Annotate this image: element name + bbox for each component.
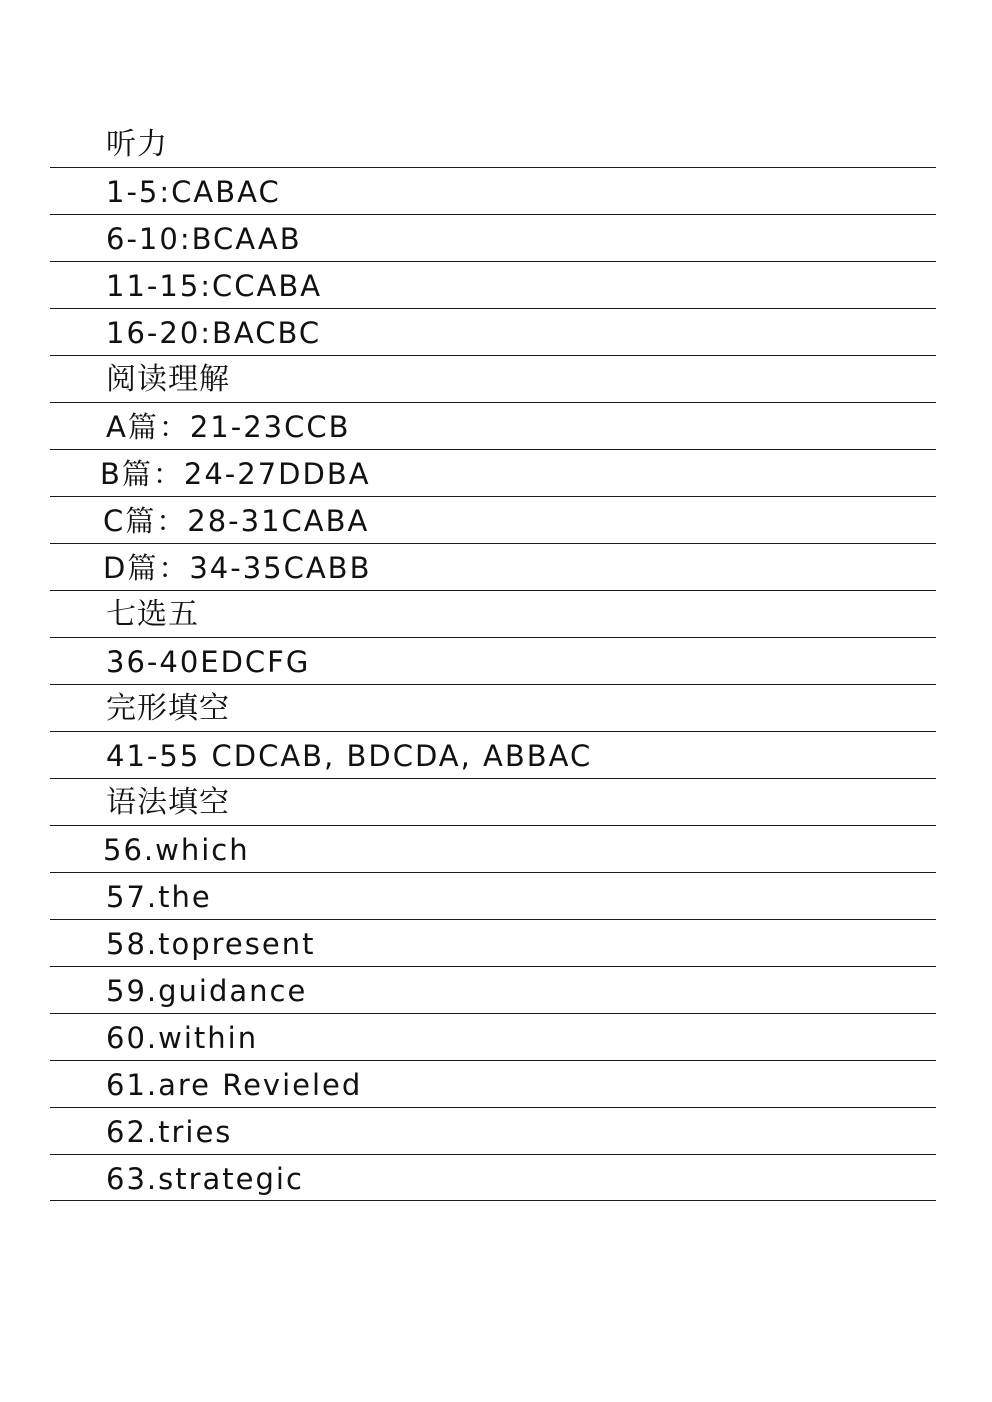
ruled-line [50, 731, 936, 732]
ruled-line [50, 1154, 936, 1155]
answer-row: 16-20:BACBC [106, 316, 322, 350]
answer-row: 11-15:CCABA [106, 269, 323, 303]
ruled-line [50, 966, 936, 967]
ruled-line [50, 1013, 936, 1014]
ruled-line [50, 402, 936, 403]
ruled-line [50, 637, 936, 638]
answer-row: 6-10:BCAAB [106, 222, 302, 256]
answer-row: 41-55 CDCAB, BDCDA, ABBAC [106, 739, 593, 773]
answer-row: D篇：34-35CABB [103, 551, 372, 585]
ruled-line [50, 684, 936, 685]
answer-row: C篇：28-31CABA [103, 504, 370, 538]
ruled-line [50, 496, 936, 497]
ruled-line [50, 261, 936, 262]
ruled-line [50, 1107, 936, 1108]
ruled-line [50, 167, 936, 168]
ruled-line [50, 449, 936, 450]
answer-row: 63.strategic [106, 1162, 304, 1196]
ruled-line [50, 308, 936, 309]
ruled-line [50, 214, 936, 215]
ruled-line [50, 543, 936, 544]
answer-row: 56.which [103, 833, 250, 867]
answer-row: 61.are Revieled [106, 1068, 363, 1102]
answer-row: 1-5:CABAC [106, 175, 281, 209]
ruled-line [50, 1060, 936, 1061]
section-heading-reading: 阅读理解 [106, 362, 230, 397]
section-heading-cloze: 完形填空 [106, 691, 230, 726]
answer-row: 60.within [106, 1021, 259, 1055]
ruled-line [50, 1200, 936, 1201]
section-heading-grammar: 语法填空 [106, 785, 230, 820]
ruled-line [50, 355, 936, 356]
answer-row: 62.tries [106, 1115, 233, 1149]
answer-row: B篇：24-27DDBA [100, 457, 371, 491]
ruled-line [50, 825, 936, 826]
answer-row: A篇：21-23CCB [106, 410, 351, 444]
ruled-line [50, 590, 936, 591]
answer-row: 59.guidance [106, 974, 308, 1008]
section-heading-listening: 听力 [106, 127, 168, 162]
ruled-line [50, 778, 936, 779]
answer-row: 58.topresent [106, 927, 316, 961]
answer-row: 57.the [106, 880, 212, 914]
section-heading-seven-choose-five: 七选五 [106, 597, 199, 632]
answer-row: 36-40EDCFG [106, 645, 311, 679]
ruled-line [50, 872, 936, 873]
ruled-line [50, 919, 936, 920]
